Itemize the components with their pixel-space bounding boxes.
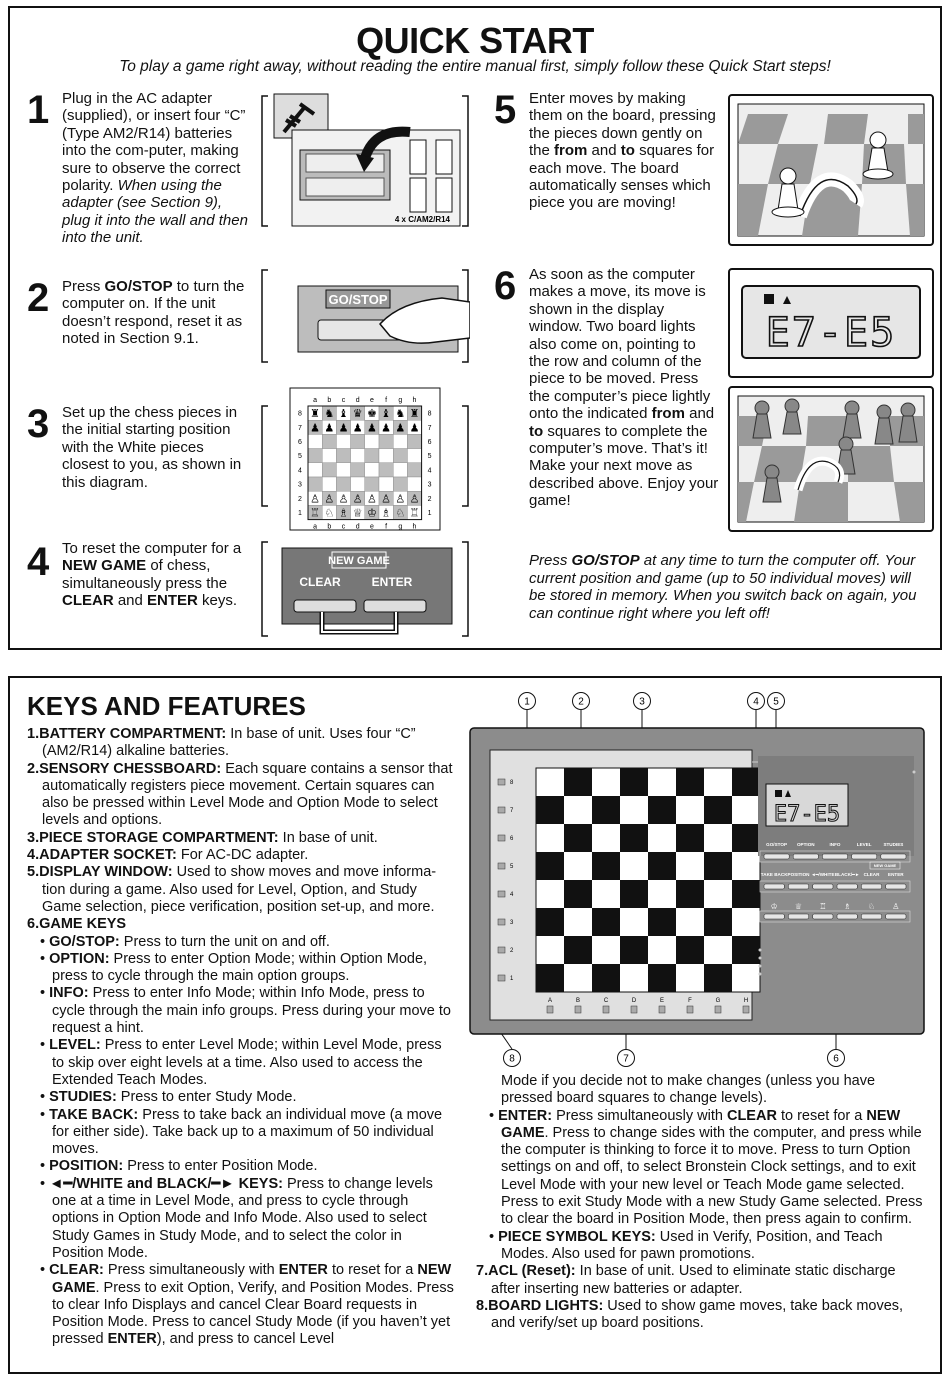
file-label: a xyxy=(313,397,318,404)
keys-features-title: KEYS AND FEATURES xyxy=(27,691,306,721)
file-label: d xyxy=(355,397,360,404)
device-board-square[interactable] xyxy=(676,908,704,936)
device-key-label: LEVEL xyxy=(856,842,872,847)
step-4-number: 4 xyxy=(27,540,50,584)
device-board-square[interactable] xyxy=(536,880,564,908)
board-square xyxy=(322,434,336,448)
piece-symbol-key-icon: ♘ xyxy=(867,902,876,911)
device-board-square[interactable] xyxy=(620,880,648,908)
device-key-label: BLACK/━► xyxy=(834,872,860,877)
game-key-option: • OPTION: Press to enter Option Mode; within Option Mode, press to cycle through the main option groups. xyxy=(40,950,428,985)
board-light-icon xyxy=(547,1006,553,1013)
callout-number: 6 xyxy=(833,1053,839,1065)
chess-piece-icon: ♞ xyxy=(324,407,335,421)
game-key-clear: • CLEAR: Press simultaneously with ENTER to reset for a NEW GAME. Press to exit Option, Verify, and Position Modes. Press to clear Info Displays and cancel Clear Board requests in Position Mode. Press to cancel Study Mode (if you haven’t yet pressed ENTER), and press to cancel Level xyxy=(40,1262,454,1348)
device-board-square[interactable] xyxy=(620,796,648,824)
board-light-icon xyxy=(498,919,505,925)
board-square xyxy=(308,449,322,463)
board-square xyxy=(407,449,421,463)
device-board-square[interactable] xyxy=(536,936,564,964)
feature-item-4: 4.ADAPTER SOCKET: For AC-DC adapter. xyxy=(27,847,309,864)
board-square xyxy=(365,434,379,448)
black-square-indicator-icon xyxy=(764,294,774,304)
device-board-square[interactable] xyxy=(564,908,592,936)
rank-label: 8 xyxy=(298,410,302,418)
piece-symbol-key-icon: ♗ xyxy=(843,902,851,911)
device-file-label: H xyxy=(743,998,749,1004)
clear-key-label: CLEAR xyxy=(299,575,341,589)
device-board-square[interactable] xyxy=(732,768,760,796)
board-square xyxy=(336,463,350,477)
device-file-label: G xyxy=(715,998,721,1004)
device-key[interactable] xyxy=(822,854,847,859)
chess-piece-icon: ♙ xyxy=(366,492,377,506)
chess-piece-icon: ♖ xyxy=(310,506,321,520)
piece-symbol-key[interactable] xyxy=(764,914,784,919)
device-board-square[interactable] xyxy=(536,908,564,936)
device-board-square[interactable] xyxy=(592,880,620,908)
device-key-label: POSITION xyxy=(787,872,810,877)
device-file-label: C xyxy=(603,998,609,1004)
device-board-square[interactable] xyxy=(620,964,648,992)
board-square xyxy=(322,463,336,477)
device-board-square[interactable] xyxy=(592,796,620,824)
board-square xyxy=(393,449,407,463)
device-board-square[interactable] xyxy=(564,768,592,796)
step-5-number: 5 xyxy=(494,88,517,132)
device-board-square[interactable] xyxy=(592,852,620,880)
device-file-label: B xyxy=(575,998,581,1004)
device-file-label: F xyxy=(688,998,692,1004)
step-3-number: 3 xyxy=(27,402,50,446)
device-board-square[interactable] xyxy=(592,908,620,936)
device-key[interactable] xyxy=(881,854,906,859)
chess-piece-icon: ♙ xyxy=(352,492,363,506)
device-rank-label: 6 xyxy=(510,836,514,842)
rank-label: 1 xyxy=(298,510,302,517)
piece-symbol-key-icon: ♖ xyxy=(819,902,827,911)
quick-start-subtitle: To play a game right away, without reading the entire manual first, simply follow these Quick Start steps! xyxy=(119,58,831,75)
clear-continuation: Mode if you decide not to make changes (unless you have pressed board squares to change levels). xyxy=(501,1073,876,1107)
game-key-piece-symbols: • PIECE SYMBOL KEYS: Used in Verify, Position, and Teach Modes. Also used for pawn promotions. xyxy=(489,1228,883,1262)
device-black-indicator-icon xyxy=(775,790,782,797)
step-1-number: 1 xyxy=(27,88,50,132)
device-board-square[interactable] xyxy=(704,964,732,992)
device-board-square[interactable] xyxy=(676,796,704,824)
device-board-square[interactable] xyxy=(620,936,648,964)
callout-number: 7 xyxy=(623,1053,629,1065)
file-label: g xyxy=(398,397,403,404)
device-board-square[interactable] xyxy=(592,768,620,796)
device-key[interactable] xyxy=(764,884,784,889)
device-board-square[interactable] xyxy=(704,768,732,796)
board-light-icon xyxy=(498,975,505,981)
chess-piece-icon: ♖ xyxy=(409,506,420,520)
rank-label: 8 xyxy=(427,410,432,418)
rank-label: 6 xyxy=(298,439,302,446)
device-board-square[interactable] xyxy=(732,852,760,880)
board-square xyxy=(308,477,322,491)
chess-piece-icon: ♟ xyxy=(395,421,406,435)
device-key[interactable] xyxy=(861,884,881,889)
device-board-square[interactable] xyxy=(732,796,760,824)
game-key-studies: • STUDIES: Press to enter Study Mode. xyxy=(40,1089,297,1106)
file-label: e xyxy=(369,523,374,531)
device-rank-label: 4 xyxy=(510,892,514,898)
device-file-label: D xyxy=(631,998,637,1004)
board-square xyxy=(351,463,365,477)
callout-number: 4 xyxy=(753,696,759,708)
battery-label: 4 x C/AM2/R14 xyxy=(394,215,450,224)
board-square xyxy=(308,463,322,477)
features-list-left xyxy=(27,726,455,1349)
device-board-square[interactable] xyxy=(676,852,704,880)
board-light-icon xyxy=(603,1006,609,1013)
device-file-label: A xyxy=(547,998,553,1004)
step-6-text: As soon as the computer makes a move, its move is shown in the display window. Two board lights also come on, pointing to the row and column of the piece to be moved. Press the computer’s piece lightly onto the indicated from and to squares to complete the computer’s move. That’s it! Make your next move as described above. Enjoy your game! xyxy=(529,266,719,510)
board-light-icon xyxy=(498,891,505,897)
piece-symbol-key[interactable] xyxy=(886,914,906,919)
chess-piece-icon: ♟ xyxy=(409,421,420,435)
device-key[interactable] xyxy=(764,854,789,859)
piece-symbol-key-icon: ♙ xyxy=(892,902,900,911)
board-square xyxy=(322,449,336,463)
rank-label: 2 xyxy=(298,495,302,503)
file-label: h xyxy=(412,397,417,404)
chess-piece-icon: ♙ xyxy=(324,492,335,506)
device-board-square[interactable] xyxy=(620,824,648,852)
board-light-icon xyxy=(575,1006,581,1013)
device-rank-label: 7 xyxy=(510,808,514,814)
device-lcd-text: E7-E5 xyxy=(773,802,841,827)
piece-symbol-key-icon: ♕ xyxy=(794,902,803,911)
piece-symbol-key-icon: ♔ xyxy=(770,902,778,911)
device-key-label: ◄━/WHITE xyxy=(811,872,835,877)
chess-piece-icon: ♘ xyxy=(324,506,335,520)
rank-label: 3 xyxy=(298,481,302,489)
file-label: f xyxy=(385,523,388,531)
device-board-square[interactable] xyxy=(592,964,620,992)
file-label: c xyxy=(341,397,346,404)
feature-item-6: 6.GAME KEYS xyxy=(27,916,127,933)
device-rank-label: 5 xyxy=(510,864,514,870)
board-square xyxy=(351,434,365,448)
device-board-square[interactable] xyxy=(536,796,564,824)
board-square xyxy=(379,463,393,477)
features-list-right xyxy=(476,1073,926,1332)
board-square xyxy=(351,477,365,491)
step-6-number: 6 xyxy=(494,264,517,308)
chess-piece-icon: ♕ xyxy=(352,506,363,520)
turn-off-note: Press GO/STOP at any time to turn the computer off. Your current position and game (up to 50 individual moves) will be stored in memory. When you switch back on again, you can continue right where you left off! xyxy=(529,552,917,622)
board-light-icon xyxy=(631,1006,637,1013)
starting-position-diagram xyxy=(260,386,470,532)
device-board-square[interactable] xyxy=(564,824,592,852)
step-4-text: To reset the computer for a NEW GAME of chess, simultaneously press the CLEAR and ENTER keys. xyxy=(62,540,242,610)
device-board-square[interactable] xyxy=(536,964,564,992)
board-square xyxy=(407,434,421,448)
board-square xyxy=(336,449,350,463)
game-key-level: • LEVEL: Press to enter Level Mode; within Level Mode, press to skip over eight levels at a time. Also used to access the Extended Teach Modes. xyxy=(40,1037,442,1088)
device-board-square[interactable] xyxy=(732,964,760,992)
rank-label: 6 xyxy=(427,439,432,446)
device-board-square[interactable] xyxy=(648,852,676,880)
feature-item-1: 1.BATTERY COMPARTMENT: In base of unit. Uses four “C” (AM2/R14) alkaline batteries. xyxy=(27,726,416,760)
chess-piece-icon: ♜ xyxy=(310,407,321,421)
device-key-label: ENTER xyxy=(888,872,904,877)
chess-piece-icon: ♘ xyxy=(395,506,406,520)
feature-item-2: 2.SENSORY CHESSBOARD: Each square contains a sensor that automatically registers piece movement. Certain squares can also be pressed within Level Mode and Option Mode to select levels and options. xyxy=(27,760,453,829)
board-square xyxy=(407,477,421,491)
device-key[interactable] xyxy=(886,884,906,889)
file-label: b xyxy=(327,523,332,531)
device-key[interactable] xyxy=(837,884,857,889)
device-board-square[interactable] xyxy=(564,880,592,908)
device-key-label: OPTION xyxy=(796,842,815,847)
chess-piece-icon: ♙ xyxy=(381,492,392,506)
board-square xyxy=(379,449,393,463)
step-5-text: Enter moves by making them on the board, pressing the pieces down gently on the from and to squares for each move. The board automatically senses which piece you are moving! xyxy=(529,90,716,212)
chess-piece-icon: ♟ xyxy=(381,421,392,435)
device-board-square[interactable] xyxy=(564,936,592,964)
device-board-square[interactable] xyxy=(592,824,620,852)
rank-label: 5 xyxy=(427,453,432,461)
board-light-icon xyxy=(498,835,505,841)
feature-item-5: 5.DISPLAY WINDOW: Used to show moves and move informa-tion during a game. Also used for Level, Option, and Study Game selection, piece verification, position set-up, and more. xyxy=(27,864,437,915)
piece-symbol-key[interactable] xyxy=(813,914,833,919)
device-board-square[interactable] xyxy=(704,936,732,964)
chess-piece-icon: ♙ xyxy=(338,492,349,506)
chess-piece-icon: ♟ xyxy=(310,421,321,435)
file-label: f xyxy=(385,397,388,404)
chess-piece-icon: ♙ xyxy=(395,492,406,506)
device-rank-label: 2 xyxy=(510,948,514,954)
board-light-icon xyxy=(498,807,505,813)
device-board-square[interactable] xyxy=(536,852,564,880)
device-board-square[interactable] xyxy=(732,908,760,936)
device-board-square[interactable] xyxy=(704,908,732,936)
device-key-label: STUDIES xyxy=(883,842,904,847)
board-light-icon xyxy=(715,1006,721,1013)
device-board-square[interactable] xyxy=(564,852,592,880)
chess-piece-icon: ♝ xyxy=(381,407,392,421)
game-key-enter: • ENTER: Press simultaneously with CLEAR to reset for a NEW GAME. Press to change sides with the computer, and press while the computer is thinking to force it to move. Press to turn Option settings on and off, to select Bronstein Clock settings, and to exit Level Mode with your new level or Teach Mode game selected. Press to exit Study Mode with a new Study Game selected. Press to clear the board in Position Mode, then press again to confirm. xyxy=(489,1107,923,1228)
board-lights-illustration xyxy=(728,386,934,532)
quick-start-title: QUICK START xyxy=(356,20,594,61)
chess-piece-icon: ♜ xyxy=(409,407,420,421)
board-square xyxy=(365,449,379,463)
chess-piece-icon: ♗ xyxy=(338,506,349,520)
device-board-square[interactable] xyxy=(704,852,732,880)
device-key-label: TAKE BACK xyxy=(760,872,788,877)
device-board-square[interactable] xyxy=(564,964,592,992)
chess-piece-icon: ♚ xyxy=(366,407,377,421)
rank-label: 4 xyxy=(298,467,302,475)
game-key-position: • POSITION: Press to enter Position Mode. xyxy=(40,1158,318,1175)
device-board-square[interactable] xyxy=(732,824,760,852)
board-light-icon xyxy=(659,1006,665,1013)
chess-piece-icon: ♙ xyxy=(310,492,321,506)
device-board-square[interactable] xyxy=(536,768,564,796)
device-key-label: INFO xyxy=(829,842,841,847)
chess-piece-icon: ♝ xyxy=(338,407,349,421)
callout-number: 5 xyxy=(773,696,779,708)
file-label: h xyxy=(412,523,417,531)
device-rank-label: 3 xyxy=(510,920,514,926)
game-key-info: • INFO: Press to enter Info Mode; within Info Mode, press to cycle through the main info groups. Press during your move to request a hint. xyxy=(40,985,451,1037)
board-square xyxy=(336,477,350,491)
feature-item-3: 3.PIECE STORAGE COMPARTMENT: In base of unit. xyxy=(27,829,378,846)
file-label: d xyxy=(355,523,360,531)
rank-label: 1 xyxy=(427,510,432,517)
rank-label: 2 xyxy=(427,495,432,503)
board-light-icon xyxy=(687,1006,693,1013)
gostop-key-label: GO/STOP xyxy=(328,292,388,307)
device-board-square[interactable] xyxy=(620,908,648,936)
device-board-square[interactable] xyxy=(676,964,704,992)
board-light-icon xyxy=(498,779,505,785)
step-3-text: Set up the chess pieces in the initial starting position with the White pieces closest to you, as shown in this diagram. xyxy=(62,404,242,491)
device-board-square[interactable] xyxy=(676,824,704,852)
file-label: c xyxy=(341,523,346,531)
device-key[interactable] xyxy=(813,884,833,889)
device-board-square[interactable] xyxy=(732,880,760,908)
move-entry-illustration xyxy=(728,94,934,246)
device-board-square[interactable] xyxy=(704,796,732,824)
callout-number: 8 xyxy=(509,1053,515,1065)
feature-item-7: 7.ACL (Reset): In base of unit. Used to eliminate static discharge after inserting new batteries or adapter. xyxy=(476,1263,896,1297)
device-board-square[interactable] xyxy=(648,936,676,964)
callout-number: 3 xyxy=(639,696,645,708)
device-board-square[interactable] xyxy=(732,936,760,964)
rank-label: 3 xyxy=(427,481,432,489)
board-square xyxy=(407,463,421,477)
callout-number: 2 xyxy=(578,696,584,708)
device-board-square[interactable] xyxy=(648,796,676,824)
board-square xyxy=(393,463,407,477)
file-label: a xyxy=(313,523,318,531)
chess-piece-icon: ♞ xyxy=(395,407,406,421)
device-board-square[interactable] xyxy=(676,768,704,796)
board-square xyxy=(379,477,393,491)
game-key-takeback: • TAKE BACK: Press to take back an individual move (a move for either side). Take back up to a maximum of 50 individual moves. xyxy=(40,1106,443,1158)
board-square xyxy=(322,477,336,491)
device-board-square[interactable] xyxy=(648,768,676,796)
device-board-square[interactable] xyxy=(592,936,620,964)
board-square xyxy=(379,434,393,448)
device-board-square[interactable] xyxy=(648,880,676,908)
rank-label: 7 xyxy=(427,424,432,432)
board-square xyxy=(351,449,365,463)
new-game-label: NEW GAME xyxy=(328,555,390,567)
device-key-label: GO/STOP xyxy=(766,842,788,847)
board-light-icon xyxy=(498,863,505,869)
device-board-square[interactable] xyxy=(564,796,592,824)
lcd-move-text: E7-E5 xyxy=(765,310,897,356)
device-board-square[interactable] xyxy=(648,908,676,936)
feature-item-8: 8.BOARD LIGHTS: Used to show game moves, take back moves, and verify/set up board positions. xyxy=(476,1297,904,1332)
device-key[interactable] xyxy=(788,884,808,889)
chess-piece-icon: ♛ xyxy=(352,407,363,421)
keys-features-panel xyxy=(8,676,942,1374)
piece-symbol-key[interactable] xyxy=(861,914,881,919)
device-key-label: CLEAR xyxy=(863,872,880,877)
rank-label: 5 xyxy=(298,453,302,461)
device-file-label: E xyxy=(659,998,665,1004)
device-board-square[interactable] xyxy=(676,936,704,964)
device-board-square[interactable] xyxy=(620,768,648,796)
chess-piece-icon: ♟ xyxy=(324,421,335,435)
device-newgame-label: NEW GAME xyxy=(873,863,897,868)
chess-piece-icon: ♟ xyxy=(338,421,349,435)
piece-symbol-key[interactable] xyxy=(837,914,857,919)
game-key-gostop: • GO/STOP: Press to turn the unit on and off. xyxy=(40,933,330,950)
board-light-icon xyxy=(743,1006,749,1013)
gostop-illustration xyxy=(260,268,470,364)
board-square xyxy=(365,463,379,477)
board-square xyxy=(393,434,407,448)
callout-number: 1 xyxy=(524,696,530,708)
display-window-illustration xyxy=(728,268,934,378)
device-key[interactable] xyxy=(793,854,818,859)
file-label: b xyxy=(327,397,332,404)
board-light-icon xyxy=(498,947,505,953)
board-square xyxy=(393,477,407,491)
device-rank-label: 8 xyxy=(510,780,514,786)
enter-key-label: ENTER xyxy=(371,575,413,589)
file-label: e xyxy=(369,397,374,404)
device-board-square[interactable] xyxy=(704,880,732,908)
chess-piece-icon: ♗ xyxy=(381,506,392,520)
chess-piece-icon: ♟ xyxy=(352,421,363,435)
step-1-text: Plug in the AC adapter (supplied), or insert four “C” (Type AM2/R14) batteries into the com-puter, making sure to observe the correct polarity. When using the adapter (see Section 9), plug it into the wall and then into the unit. xyxy=(62,90,248,247)
file-label: g xyxy=(398,523,403,531)
chess-piece-icon: ♔ xyxy=(366,506,377,520)
rank-label: 7 xyxy=(298,424,302,432)
rank-label: 4 xyxy=(427,467,432,475)
chess-piece-icon: ♟ xyxy=(366,421,377,435)
board-square xyxy=(336,434,350,448)
device-board-square[interactable] xyxy=(704,824,732,852)
new-game-illustration xyxy=(260,540,470,640)
step-2-text: Press GO/STOP to turn the computer on. If the unit doesn’t respond, reset it as noted in Section 9.1. xyxy=(62,278,245,348)
device-key[interactable] xyxy=(852,854,877,859)
battery-illustration xyxy=(260,92,470,230)
step-2-number: 2 xyxy=(27,276,50,320)
chess-piece-icon: ♙ xyxy=(409,492,420,506)
device-board-square[interactable] xyxy=(676,880,704,908)
board-square xyxy=(365,477,379,491)
device-board-square[interactable] xyxy=(648,964,676,992)
chess-computer-diagram xyxy=(466,690,934,1072)
device-board-square[interactable] xyxy=(620,852,648,880)
device-board-square[interactable] xyxy=(536,824,564,852)
board-square xyxy=(308,434,322,448)
device-rank-label: 1 xyxy=(510,976,514,982)
piece-symbol-key[interactable] xyxy=(788,914,808,919)
game-key-white-black: • ◄━/WHITE and BLACK/━► KEYS: Press to change levels one at a time in Level Mode, and press to cycle through options in Option Mode and Info Mode. Also used to select Study Games in Study Mode, and to select the color in Position Mode. xyxy=(40,1175,433,1261)
quick-start-panel xyxy=(8,6,942,650)
device-board-square[interactable] xyxy=(648,824,676,852)
